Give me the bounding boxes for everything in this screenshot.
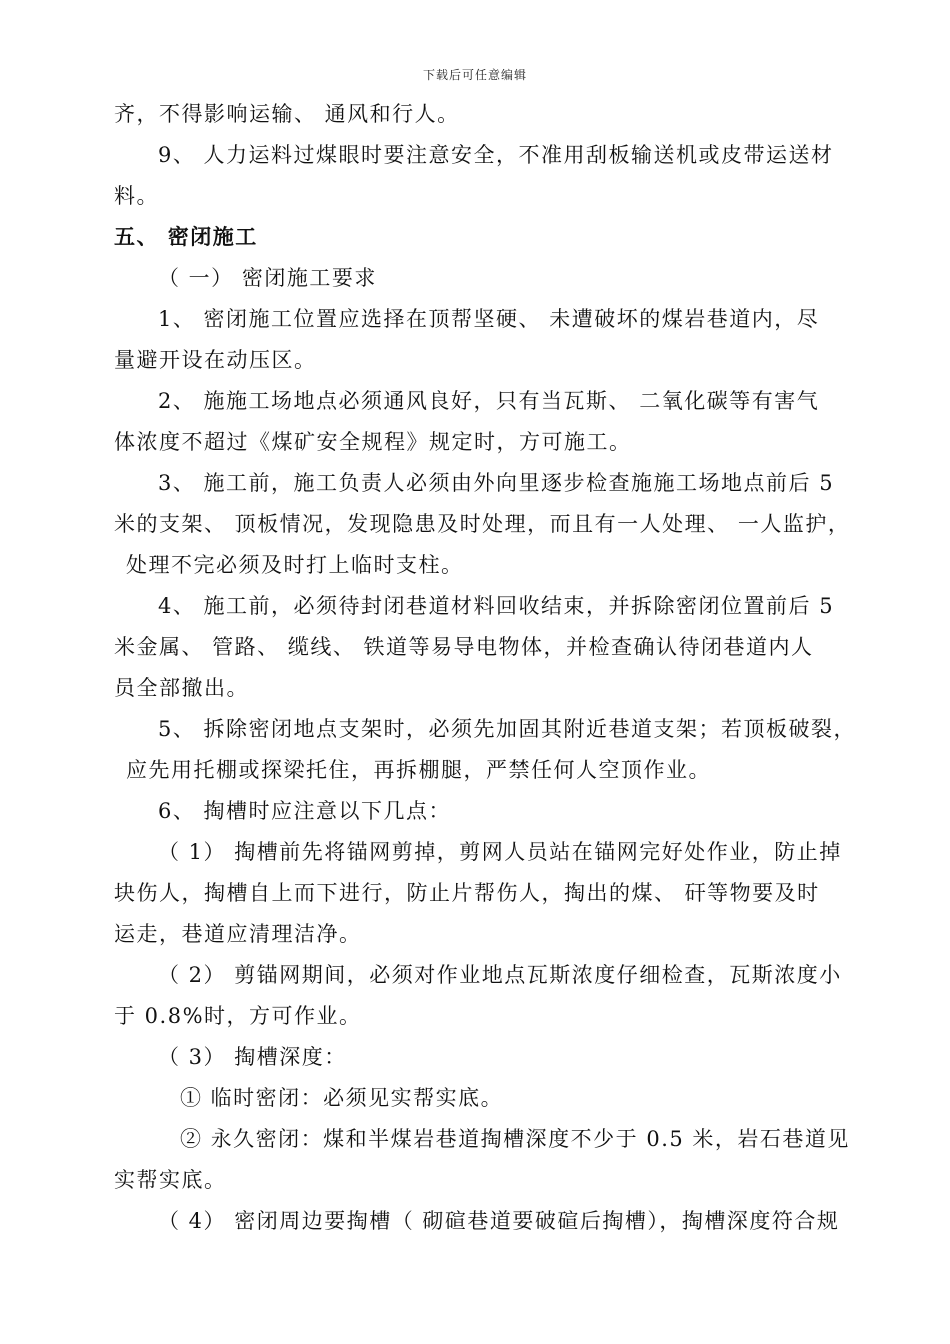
text-line: （ 4） 密闭周边要掏槽（ 砌碹巷道要破碹后掏槽），掏槽深度符合规	[158, 1209, 840, 1233]
text-line: 9、 人力运料过煤眼时要注意安全，不准用刮板输送机或皮带运送材	[158, 143, 834, 167]
text-line: 处理不完必须及时打上临时支柱。	[126, 553, 464, 577]
text-line: 1、 密闭施工位置应选择在顶帮坚硬、 未遭破坏的煤岩巷道内，尽	[158, 307, 820, 331]
text-line: 齐，不得影响运输、 通风和行人。	[114, 102, 460, 126]
text-line: 3、 施工前，施工负责人必须由外向里逐步检查施施工场地点前后 5	[158, 471, 835, 495]
text-line: 2、 施施工场地点必须通风良好，只有当瓦斯、 二氧化碳等有害气	[158, 389, 820, 413]
text-line: 运走，巷道应清理洁净。	[114, 922, 362, 946]
text-line: 米金属、 管路、 缆线、 铁道等易导电物体，并检查确认待闭巷道内人	[114, 635, 814, 659]
page-header-caption: 下载后可任意编辑	[422, 68, 527, 82]
text-line: 于 0.8%时，方可作业。	[114, 1004, 362, 1028]
text-line: 量避开设在动压区。	[114, 348, 317, 372]
text-line: 5、 拆除密闭地点支架时，必须先加固其附近巷道支架；若顶板破裂，	[158, 717, 857, 741]
text-line: 应先用托棚或探梁托住，再拆棚腿，严禁任何人空顶作业。	[126, 758, 711, 782]
text-line: 米的支架、 顶板情况，发现隐患及时处理，而且有一人处理、 一人监护，	[114, 512, 851, 536]
section-heading: 五、 密闭施工	[114, 225, 258, 249]
text-line: 4、 施工前，必须待封闭巷道材料回收结束，并拆除密闭位置前后 5	[158, 594, 835, 618]
text-line: ② 永久密闭：煤和半煤岩巷道掏槽深度不少于 0.5 米，岩石巷道见	[180, 1127, 850, 1151]
text-line: 料。	[114, 184, 159, 208]
text-line: ① 临时密闭：必须见实帮实底。	[180, 1086, 504, 1110]
text-line: 员全部撤出。	[114, 676, 249, 700]
text-line: （ 3） 掏槽深度：	[158, 1045, 347, 1069]
text-line: 实帮实底。	[114, 1168, 227, 1192]
document-body	[114, 94, 874, 1242]
text-line: 体浓度不超过《煤矿安全规程》规定时，方可施工。	[114, 430, 632, 454]
text-line: 6、 掏槽时应注意以下几点：	[158, 799, 452, 823]
text-line: （ 2） 剪锚网期间，必须对作业地点瓦斯浓度仔细检查，瓦斯浓度小	[158, 963, 842, 987]
subsection-heading: （ 一） 密闭施工要求	[158, 266, 377, 290]
text-line: （ 1） 掏槽前先将锚网剪掉，剪网人员站在锚网完好处作业，防止掉	[158, 840, 842, 864]
text-line: 块伤人，掏槽自上而下进行，防止片帮伤人，掏出的煤、 矸等物要及时	[114, 881, 820, 905]
